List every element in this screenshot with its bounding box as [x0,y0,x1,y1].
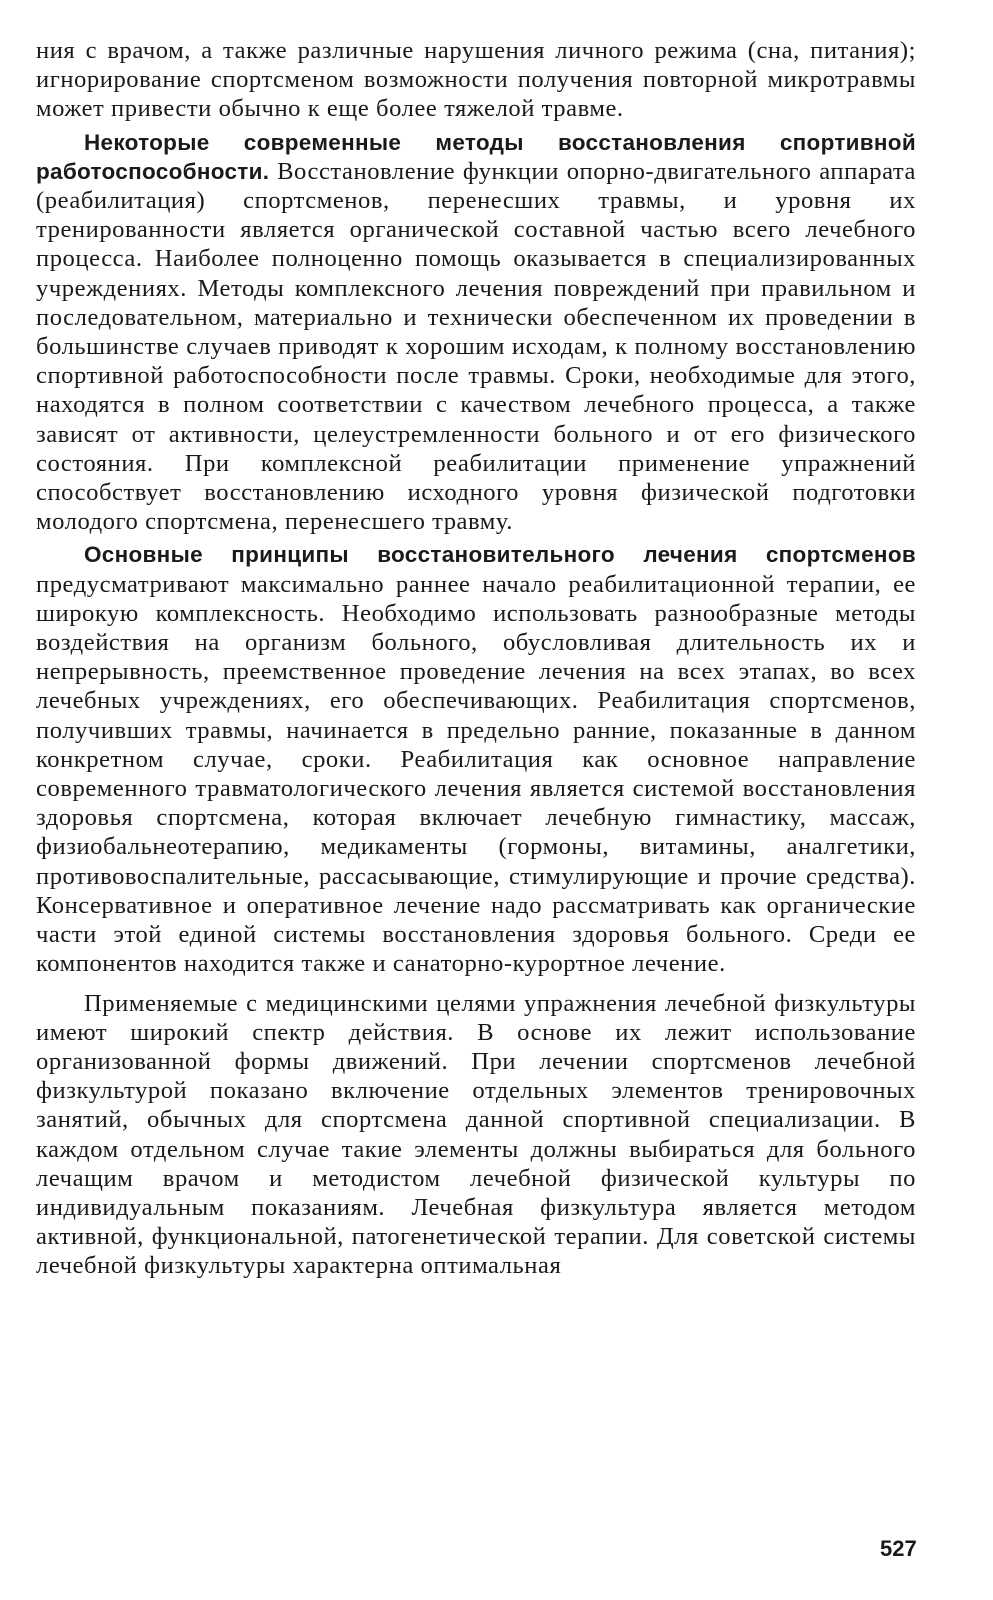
section-heading: Некоторые современные методы восстановления спортивной работоспособности. [36,129,916,184]
paragraph-principles [36,540,916,978]
paragraph-text: предусматривают максимально раннее начало реабилитационной терапии, ее широкую комплексность. Необходимо использовать разнообразные методы воздействия на организм больного, обусловливая длительность их и непрерывность, преемственное проведение лечения на всех этапах, во всех лечебных учреждениях, его обеспечивающих. Реабилитация спортсменов, получивших травмы, начинается в предельно ранние, показанные в данном конкретном случае, сроки. Реабилитация как основное направление современного травматологического лечения является системой восстановления здоровья спортсмена, которая включает лечебную гимнастику, массаж, физиобальнеотерапию, медикаменты (гормоны, витамины, аналгетики, противовоспалительные, рассасывающие, стимулирующие и прочие средства). Консервативное и оперативное лечение надо рассматривать как органические части этой единой системы восстановления здоровья больного. Среди ее компонентов находится также и санаторно-курортное лечение. [36,570,916,978]
book-page [36,36,916,1281]
paragraph-text: Восстановление функции опорно-двигательного аппарата (реабилитация) спортсменов, перенесших травмы, и уровня их тренированности является органической составной частью всего лечебного процесса. Наиболее полноценно помощь оказывается в специализированных учреждениях. Методы комплексного лечения повреждений при правильном и последовательном, материально и технически обеспеченном их проведении в большинстве случаев приводят к хорошим исходам, к полному восстановлению спортивной работоспособности после травмы. Сроки, необходимые для этого, находятся в полном соответствии с качеством лечебного процесса, а также зависят от активности, целеустремленности больного и от его физического состояния. При комплексной реабилитации применение упражнений способствует восстановлению исходного уровня физической подготовки молодого спортсмена, перенесшего травму. [36,157,916,536]
paragraph-recovery-methods [36,128,916,537]
paragraph-text: ния с врачом, а также различные нарушения личного режима (сна, питания); игнорирование спортсменом возможности получения повторной микротравмы может привести обычно к еще более тяжелой травме. [36,37,916,123]
paragraph-text: Применяемые с медицинскими целями упражнения лечебной физкультуры имеют широкий спектр действия. В основе их лежит использование организованной формы движений. При лечении спортсменов лечебной физкультурой показано включение отдельных элементов тренировочных занятий, обычных для спортсмена данной спортивной специализации. В каждом отдельном случае такие элементы должны выбираться для больного лечащим врачом и методистом лечебной физической культуры по индивидуальным показаниям. Лечебная физкультура является методом активной, функциональной, патогенетической терапии. Для советской системы лечебной физкультуры характерна оптимальная [36,989,916,1280]
paragraph-exercise-therapy [36,989,916,1281]
section-heading: Основные принципы восстановительного лечения спортсменов [84,542,916,568]
paragraph-continuation [36,36,916,124]
page-number: 527 [880,1536,917,1561]
